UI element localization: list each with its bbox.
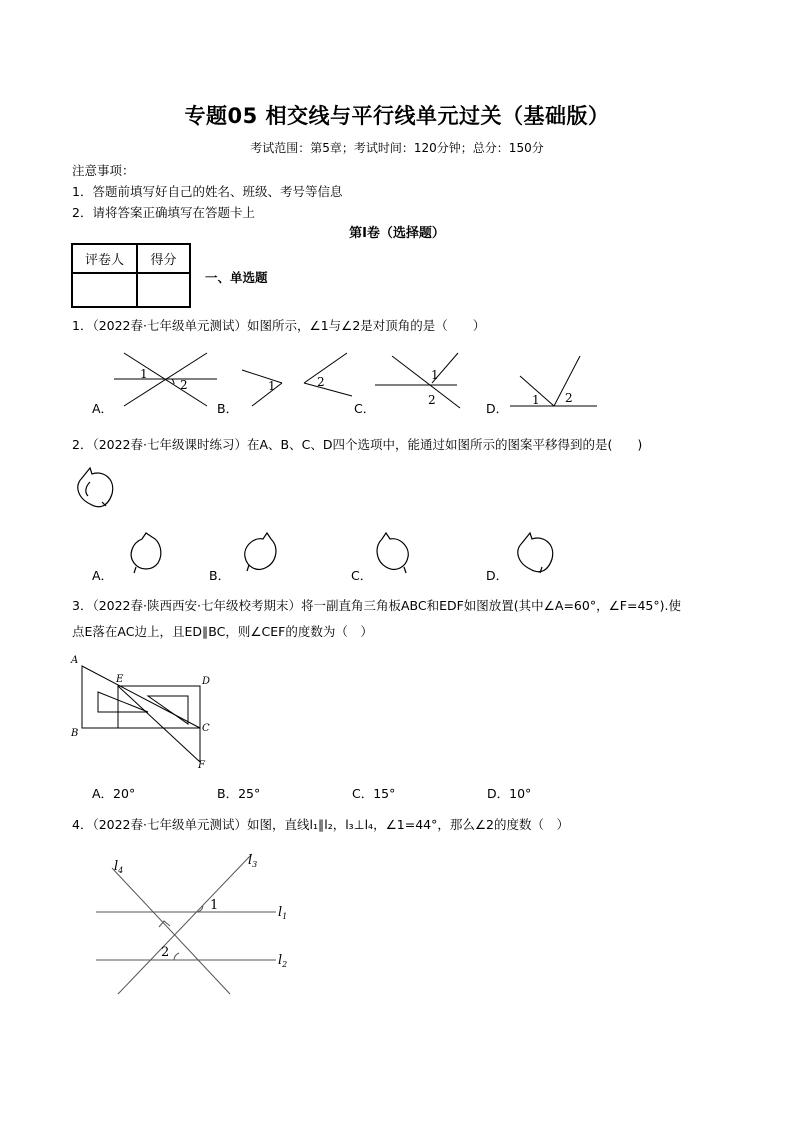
q3-option-b[interactable]: B．25°	[217, 786, 261, 801]
q3-figure	[68, 652, 228, 772]
q1b-line-2	[252, 383, 282, 406]
q4-label-angle-1: 1	[210, 898, 219, 913]
q2-option-d[interactable]: D．	[486, 568, 509, 583]
q3-label-d: D	[202, 676, 211, 687]
q3-triangle-abc	[82, 666, 200, 728]
q4-figure	[90, 848, 310, 1003]
q3-option-a[interactable]: A．20°	[92, 786, 136, 801]
q4-label-angle-2: 2	[161, 945, 170, 960]
score-table	[71, 243, 191, 308]
page-title: 专题05 相交线与平行线单元过关（基础版）	[184, 104, 610, 128]
q4-line-l3	[118, 854, 252, 994]
q4-stem: 4．（2022春·七年级单元测试）如图，直线l₁∥l₂，l₃⊥l₄，∠1=44°，那么∠2的度数（ ）	[72, 817, 570, 832]
q1a-label-2: 2	[180, 378, 188, 392]
q1b-line-1	[242, 370, 282, 383]
q1-figures	[72, 348, 632, 418]
q1b-line-3	[304, 353, 347, 383]
q4-label-l4: $l_4$	[114, 859, 124, 875]
q3-label-f: F	[198, 760, 205, 771]
score-table-header-grader: 评卷人	[72, 244, 137, 273]
score-table-cell-grader[interactable]	[72, 273, 137, 307]
q4-line-l4	[112, 868, 230, 994]
q2-option-a[interactable]: A．	[92, 568, 114, 583]
volume-title: 第I卷（选择题）	[349, 226, 445, 241]
part-title: 一、单选题	[205, 270, 268, 285]
q4-label-l3: $l_3$	[248, 853, 258, 869]
q1b-label-2: 2	[317, 375, 325, 389]
note-item-2: 2．请将答案正确填写在答题卡上	[72, 205, 255, 220]
q1b-label-1: 1	[268, 379, 276, 393]
q3-label-b: B	[71, 728, 79, 739]
q1a-label-1: 1	[140, 367, 148, 381]
q1b-line-4	[304, 383, 352, 396]
notes-heading: 注意事项：	[72, 163, 135, 178]
q2-option-c[interactable]: C．	[351, 568, 373, 583]
q4-arc-2	[174, 953, 179, 960]
q3-stem-line-2: 点E落在AC边上，且ED∥BC，则∠CEF的度数为（ ）	[72, 624, 373, 639]
q2-pattern-shape	[78, 468, 113, 507]
q1c-label-1: 1	[431, 368, 439, 382]
q1d-label-1: 1	[532, 393, 540, 407]
q1-stem: 1．（2022春·七年级单元测试）如图所示，∠1与∠2是对顶角的是（ ）	[72, 318, 486, 333]
q2a-shape	[131, 533, 161, 573]
q3-option-d[interactable]: D．10°	[487, 786, 532, 801]
q2d-shape	[518, 533, 553, 573]
score-table-header-score: 得分	[137, 244, 190, 273]
q2-figures	[72, 462, 572, 582]
q1-option-a[interactable]: A．	[92, 401, 114, 416]
q1-option-b[interactable]: B．	[217, 401, 239, 416]
q2b-shape	[245, 533, 276, 571]
q1-option-d[interactable]: D．	[486, 401, 509, 416]
q3-stem-line-1: 3．（2022春·陕西西安·七年级校考期末）将一副直角三角板ABC和EDF如图放置(其中∠A=60°，∠F=45°).使	[72, 598, 681, 613]
q3-inner-triangle-abc	[98, 692, 148, 712]
q1c-label-2: 2	[428, 393, 436, 407]
q2c-shape	[377, 533, 408, 573]
q3-label-a: A	[71, 655, 79, 666]
q3-option-c[interactable]: C．15°	[352, 786, 396, 801]
q4-label-l2: $l_2$	[278, 953, 288, 969]
exam-info: 考试范围：第5章；考试时间：120分钟；总分：150分	[250, 141, 544, 155]
q1-option-c[interactable]: C．	[354, 401, 376, 416]
q1d-label-2: 2	[565, 391, 573, 405]
q3-label-c: C	[202, 723, 210, 734]
q1c-line-2	[392, 356, 460, 408]
q3-label-e: E	[116, 674, 124, 685]
score-table-cell-score[interactable]	[137, 273, 190, 307]
note-item-1: 1．答题前填写好自己的姓名、班级、考号等信息	[72, 184, 343, 199]
q2-option-b[interactable]: B．	[209, 568, 231, 583]
q2-stem: 2．（2022春·七年级课时练习）在A、B、C、D四个选项中，能通过如图所示的图案平移得到的是( )	[72, 437, 643, 452]
q4-label-l1: $l_1$	[278, 905, 288, 921]
